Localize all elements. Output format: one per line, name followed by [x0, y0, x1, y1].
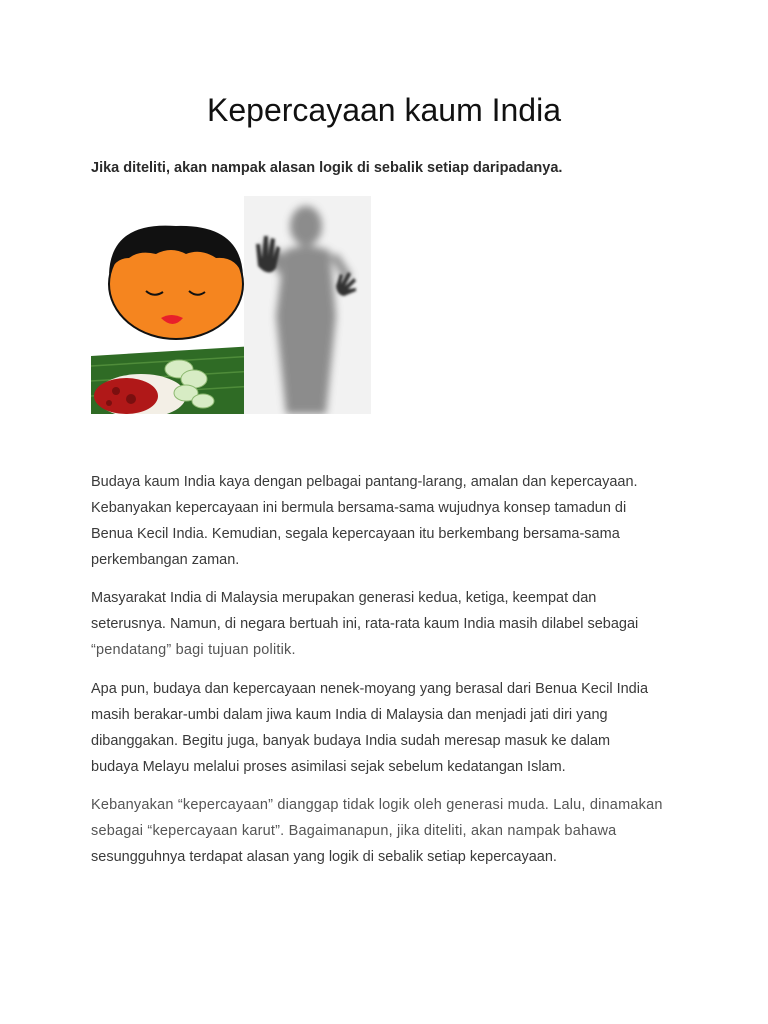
cartoon-face-icon	[91, 196, 244, 341]
paragraph-line: Kebanyakan “kepercayaan” dianggap tidak logik oleh generasi muda. Lalu, dinamakan	[91, 797, 663, 813]
paragraph-line: Benua Kecil India. Kemudian, segala kepercayaan itu berkembang bersama-sama	[91, 526, 620, 542]
paragraph-line: budaya Melayu melalui proses asimilasi sejak sebelum kedatangan Islam.	[91, 759, 566, 775]
ghost-figure-icon	[244, 196, 371, 414]
paragraph-3	[91, 676, 691, 780]
paragraph-line: Budaya kaum India kaya dengan pelbagai pantang-larang, amalan dan kepercayaan.	[91, 474, 638, 490]
paragraph-line: sesungguhnya terdapat alasan yang logik di sebalik setiap kepercayaan.	[91, 849, 557, 865]
paragraph-line: sebagai “kepercayaan karut”. Bagaimanapun, jika diteliti, akan nampak bahawa	[91, 823, 617, 839]
paragraph-line: perkembangan zaman.	[91, 552, 240, 568]
paragraph-1	[91, 469, 691, 573]
paragraph-2	[91, 585, 691, 663]
illustration-collage	[91, 196, 371, 414]
paragraph-line: masih berakar-umbi dalam jiwa kaum India di Malaysia dan menjadi jati diri yang	[91, 707, 608, 723]
page-subtitle: Jika diteliti, akan nampak alasan logik di sebalik setiap daripadanya.	[91, 160, 563, 176]
paragraph-line: Kebanyakan kepercayaan ini bermula bersama-sama wujudnya konsep tamadun di	[91, 500, 627, 516]
paragraph-line: Masyarakat India di Malaysia merupakan generasi kedua, ketiga, keempat dan	[91, 590, 597, 606]
paragraph-line: seterusnya. Namun, di negara bertuah ini, rata-rata kaum India masih dilabel sebagai	[91, 616, 639, 632]
page-title: Kepercayaan kaum India	[207, 92, 561, 128]
paragraph-4	[91, 792, 691, 870]
paragraph-line: Apa pun, budaya dan kepercayaan nenek-moyang yang berasal dari Benua Kecil India	[91, 681, 649, 697]
paragraph-line: “pendatang” bagi tujuan politik.	[91, 642, 296, 658]
paragraph-line: dibanggakan. Begitu juga, banyak budaya India sudah meresap masuk ke dalam	[91, 733, 611, 749]
nasi-lemak-icon	[91, 341, 255, 414]
